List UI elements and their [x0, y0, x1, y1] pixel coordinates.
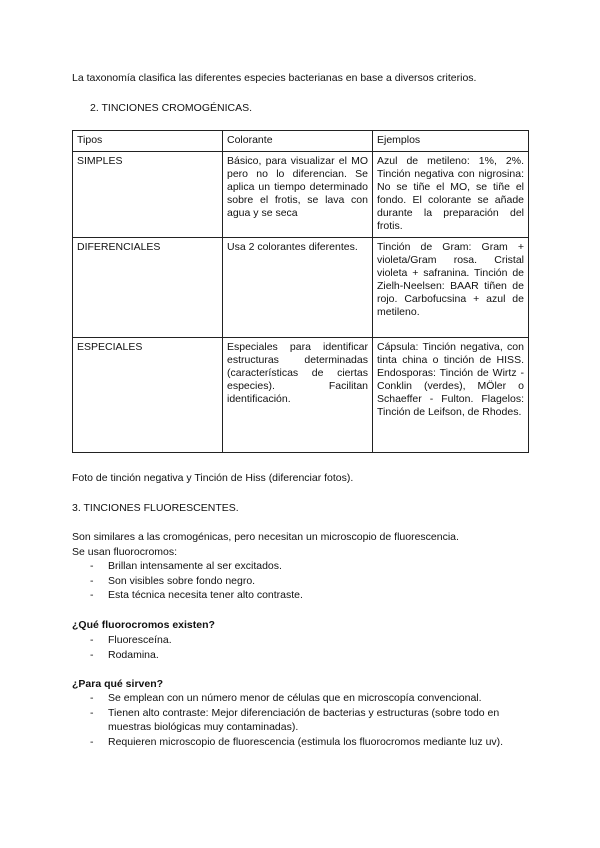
header-tipos: Tipos [73, 131, 223, 152]
row-tipo: SIMPLES [73, 152, 223, 238]
row-colorante: Básico, para visualizar el MO pero no lo diferencian. Se aplica un tiempo determinado sobre el frotis, se lava con agua y se seca [223, 152, 373, 238]
list-item: - Rodamina. [90, 648, 172, 663]
table-row [73, 338, 529, 453]
fluorochrome-properties-list [90, 559, 303, 603]
section-3-lead: Se usan fluorocromos: [72, 546, 178, 558]
list-item: - Brillan intensamente al ser excitados. [90, 559, 303, 574]
row-tipo: DIFERENCIALES [73, 238, 223, 338]
uses-list [90, 691, 528, 749]
section-3-paragraph: Son similares a las cromogénicas, pero necesitan un microscopio de fluorescencia. [72, 531, 459, 543]
list-item: - Son visibles sobre fondo negro. [90, 574, 303, 589]
list-item: - Esta técnica necesita tener alto contraste. [90, 588, 303, 603]
section-2-title: 2. TINCIONES CROMOGÉNICAS. [90, 102, 252, 114]
photo-note: Foto de tinción negativa y Tinción de Hiss (diferenciar fotos). [72, 472, 354, 484]
row-tipo: ESPECIALES [73, 338, 223, 453]
list-item: - Se emplean con un número menor de células que en microscopía convencional. [90, 691, 528, 706]
list-item: - Requieren microscopio de fluorescencia (estimula los fluorocromos mediante luz uv). [90, 735, 528, 750]
row-colorante: Especiales para identificar estructuras determinadas (características de ciertas especies). Facilitan identificación. [223, 338, 373, 453]
row-colorante: Usa 2 colorantes diferentes. [223, 238, 373, 338]
question-which-fluorochromes: ¿Qué fluorocromos existen? [72, 619, 215, 631]
section-3-title: 3. TINCIONES FLUORESCENTES. [72, 502, 239, 514]
table-header-row [73, 131, 529, 152]
row-ejemplos: Cápsula: Tinción negativa, con tinta china o tinción de HISS. Endosporas: Tinción de Wirtz - Conklin (verdes), MÖler o Schaeffer - Fulton. Flagelos: Tinción de Leifson, de Rhodes. [373, 338, 529, 453]
row-ejemplos: Azul de metileno: 1%, 2%. Tinción negativa con nigrosina: No se tiñe el MO, se tiñe el fondo. El colorante se añade durante la preparación del frotis. [373, 152, 529, 238]
row-ejemplos: Tinción de Gram: Gram + violeta/Gram rosa. Cristal violeta + safranina. Tinción de Zielh-Neelsen: BAAR tiñen de rojo. Carbofucsina + azul de metileno. [373, 238, 529, 338]
list-item: - Fluoresceína. [90, 633, 172, 648]
list-item: - Tienen alto contraste: Mejor diferenciación de bacterias y estructuras (sobre todo en muestras biológicas muy contaminadas). [90, 706, 528, 735]
fluorochromes-list [90, 633, 172, 662]
table-row [73, 152, 529, 238]
intro-text: La taxonomía clasifica las diferentes especies bacterianas en base a diversos criterios. [72, 72, 477, 84]
header-ejemplos: Ejemplos [373, 131, 529, 152]
header-colorante: Colorante [223, 131, 373, 152]
table-row [73, 238, 529, 338]
question-what-for: ¿Para qué sirven? [72, 678, 164, 690]
stains-table [72, 130, 529, 453]
